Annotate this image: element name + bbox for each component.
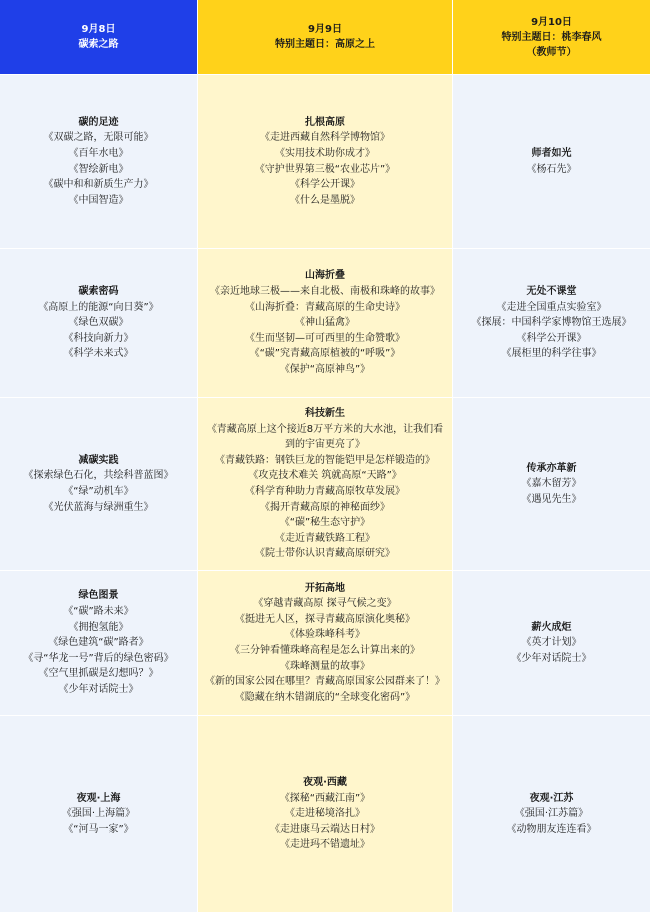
list-item: 《三分钟看懂珠峰高程是怎么计算出来的》 <box>230 645 420 656</box>
list-item: 《碳中和和新质生产力》 <box>43 179 154 191</box>
list-item: 《“碳”究青藏高原植被的“呼吸”》 <box>249 348 401 360</box>
header-day1 <box>0 0 197 74</box>
list-item: 《青藏高原上这个接近8万平方米的大水池，让我们看到的宇宙更亮了》 <box>206 423 444 451</box>
list-item: 《百年水电》 <box>68 147 129 159</box>
cell-title: 碳索密码 <box>78 286 119 298</box>
list-item: 《绿色建筑“碳”路者》 <box>48 637 149 649</box>
list-item: 《强国·上海篇》 <box>61 808 136 820</box>
list-item: 《杨石先》 <box>526 163 577 175</box>
cell-r1-day1 <box>0 75 197 248</box>
cell-r3-day2 <box>198 398 452 570</box>
cell-r2-day3 <box>453 249 650 397</box>
cell-title: 夜观·上海 <box>76 792 121 804</box>
list-item: 《“河马一家”》 <box>63 823 134 835</box>
list-item: 《空气里抓碳是幻想吗？》 <box>38 668 159 680</box>
list-item: 《动物朋友连连看》 <box>506 823 597 835</box>
cell-r3-day1 <box>0 398 197 570</box>
cell-title: 扎根高原 <box>305 116 345 128</box>
list-item: 《少年对话院士》 <box>58 683 139 695</box>
list-item: 《珠峰测量的故事》 <box>280 660 370 672</box>
cell-r1-day3 <box>453 75 650 248</box>
list-item: 《“绿”动机车》 <box>63 486 134 497</box>
cell-r3-day3 <box>453 398 650 570</box>
cell-title: 科技新生 <box>305 408 345 420</box>
header-date: 9月10日 <box>531 16 572 28</box>
list-item: 《青藏铁路：钢铁巨龙的智能铠甲是怎样锻造的》 <box>215 454 435 466</box>
list-item: 《绿色双碳》 <box>68 317 129 329</box>
cell-title: 薪火成炬 <box>531 621 572 633</box>
list-item: 《“碳”秘生态守护》 <box>279 517 371 529</box>
cell-title: 无处不课堂 <box>526 286 577 298</box>
header-date: 9月9日 <box>308 24 342 35</box>
cell-r4-day3 <box>453 571 650 715</box>
cell-r4-day1 <box>0 571 197 715</box>
list-item: 《中国智造》 <box>68 194 129 206</box>
header-extra: （教师节） <box>526 46 577 58</box>
list-item: 《院士带你认识青藏高原研究》 <box>255 548 395 560</box>
list-item: 《高原上的能源“向日葵”》 <box>38 301 159 313</box>
list-item: 《走进秘境洛扎》 <box>285 808 365 820</box>
list-item: 《科学育种助力青藏高原牧草发展》 <box>245 486 405 497</box>
cell-r4-day2 <box>198 571 452 715</box>
header-theme: 特别主题日：高原之上 <box>275 39 375 50</box>
list-item: 《科技向新力》 <box>63 332 134 344</box>
list-item: 《“碳”路未来》 <box>63 606 134 618</box>
list-item: 《什么是墨脱》 <box>290 194 360 206</box>
cell-title: 传承亦革新 <box>526 462 577 474</box>
list-item: 《走进康马云端达日村》 <box>270 823 380 835</box>
cell-title: 减碳实践 <box>78 454 119 466</box>
list-item: 《挺进无人区，探寻青藏高原演化奥秘》 <box>235 613 415 625</box>
header-day2 <box>198 0 452 74</box>
list-item: 《少年对话院士》 <box>511 652 592 664</box>
list-item: 《山海折叠：青藏高原的生命史诗》 <box>245 301 405 313</box>
list-item: 《体验珠峰科考》 <box>285 629 365 641</box>
list-item: 《生而坚韧—可可西里的生命赞歌》 <box>245 332 405 344</box>
cell-title: 开拓高地 <box>305 582 345 594</box>
list-item: 《亲近地球三极——来自北极、南极和珠峰的故事》 <box>210 286 440 298</box>
cell-r1-day2 <box>198 75 452 248</box>
list-item: 《实用技术助你成才》 <box>275 147 375 159</box>
list-item: 《探秘“西藏江南”》 <box>279 792 371 804</box>
list-item: 《科学公开课》 <box>290 179 360 191</box>
list-item: 《强国·江苏篇》 <box>514 808 589 820</box>
header-date: 9月8日 <box>81 24 116 35</box>
cell-r5-day3 <box>453 716 650 912</box>
list-item: 《双碳之路，无限可能》 <box>43 132 154 144</box>
list-item: 《隐藏在纳木错湖底的“全球变化密码”》 <box>234 691 416 703</box>
list-item: 《新的国家公园在哪里？青藏高原国家公园群来了！》 <box>205 676 445 688</box>
cell-r2-day2 <box>198 249 452 397</box>
list-item: 《寻“华龙一号”背后的绿色密码》 <box>23 652 174 664</box>
list-item: 《走进玛不错遗址》 <box>280 839 370 851</box>
header-theme: 碳索之路 <box>78 39 119 50</box>
list-item: 《遇见先生》 <box>521 493 582 505</box>
cell-title: 山海折叠 <box>305 270 345 282</box>
list-item: 《攻克技术难关 筑就高原“天路”》 <box>248 470 402 482</box>
cell-title: 师者如光 <box>531 147 572 159</box>
list-item: 《智绘新电》 <box>68 163 129 175</box>
list-item: 《揭开青藏高原的神秘面纱》 <box>260 501 390 513</box>
header-theme: 特别主题日：桃李春风 <box>501 31 602 43</box>
list-item: 《科学未来式》 <box>63 348 134 360</box>
list-item: 《守护世界第三极“农业芯片”》 <box>254 163 396 175</box>
list-item: 《走进西藏自然科学博物馆》 <box>260 132 390 144</box>
list-item: 《探展：中国科学家博物馆王选展》 <box>471 317 632 329</box>
cell-r5-day2 <box>198 716 452 912</box>
cell-title: 夜观·江苏 <box>529 792 574 804</box>
cell-title: 绿色图景 <box>78 590 119 602</box>
header-day3 <box>453 0 650 74</box>
list-item: 《保护“高原神鸟”》 <box>279 363 371 375</box>
list-item: 《科学公开课》 <box>516 332 587 344</box>
list-item: 《嘉木留芳》 <box>521 478 582 490</box>
cell-r2-day1 <box>0 249 197 397</box>
list-item: 《穿越青藏高原 探寻气候之变》 <box>253 598 397 610</box>
cell-title: 碳的足迹 <box>78 116 119 128</box>
list-item: 《英才计划》 <box>521 637 582 649</box>
list-item: 《走进全国重点实验室》 <box>496 301 607 313</box>
list-item: 《神山猛禽》 <box>295 317 355 329</box>
list-item: 《走近青藏铁路工程》 <box>275 532 375 544</box>
list-item: 《拥抱氢能》 <box>68 621 129 633</box>
list-item: 《光伏蓝海与绿洲重生》 <box>43 501 154 513</box>
cell-title: 夜观·西藏 <box>303 777 347 789</box>
cell-r5-day1 <box>0 716 197 912</box>
list-item: 《展柜里的科学往事》 <box>501 348 602 360</box>
list-item: 《探索绿色石化，共绘科普蓝图》 <box>23 470 174 482</box>
